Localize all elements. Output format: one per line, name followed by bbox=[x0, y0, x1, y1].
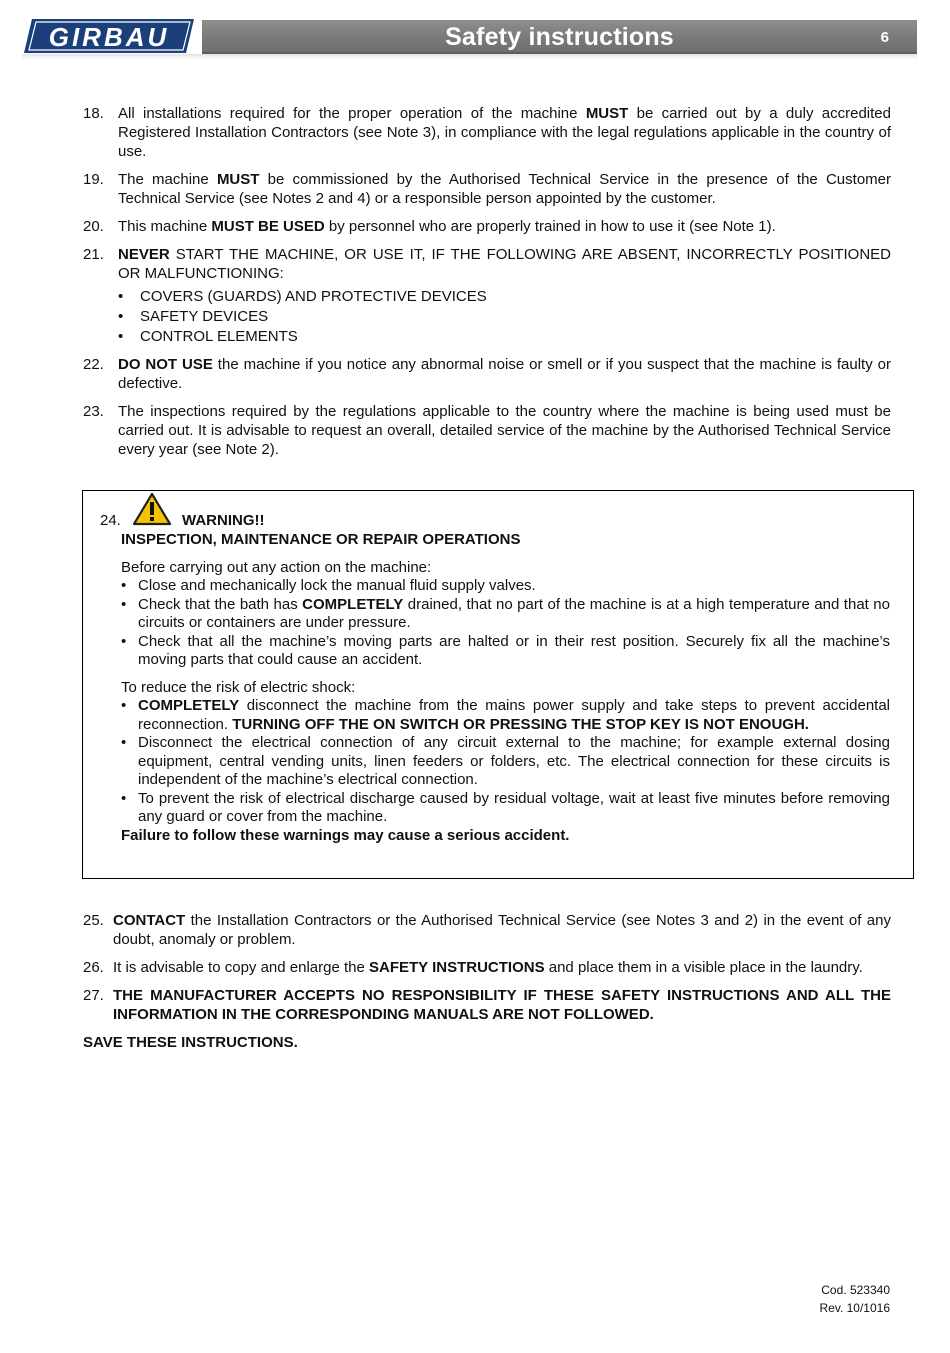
list-item bbox=[83, 958, 891, 977]
emphasis-text: NEVER bbox=[118, 246, 170, 263]
body-text: the Installation Contractors or the Authorised Technical Service (see Notes 3 and 2) in the event of any doubt, anomaly or problem. bbox=[113, 912, 891, 948]
item-text bbox=[113, 986, 891, 1024]
item-text bbox=[113, 958, 891, 977]
emphasis-text: DO NOT USE bbox=[118, 356, 213, 373]
body-text: and place them in a visible place in the laundry. bbox=[544, 959, 863, 976]
document-revision: Rev. 10/1016 bbox=[819, 1301, 890, 1315]
list-item bbox=[83, 911, 891, 949]
item-number: 25. bbox=[83, 912, 104, 929]
save-note: SAVE THESE INSTRUCTIONS. bbox=[83, 1034, 298, 1051]
item-number: 18. bbox=[83, 105, 104, 122]
body-text: It is advisable to copy and enlarge the bbox=[113, 959, 369, 976]
document-code: Cod. 523340 bbox=[821, 1283, 890, 1297]
warning-bullets-2 bbox=[121, 697, 890, 827]
emphasis-text: CONTACT bbox=[113, 912, 186, 929]
item-number: 20. bbox=[83, 218, 104, 235]
item-text bbox=[118, 355, 891, 393]
item-text bbox=[118, 217, 891, 236]
warning-intro-1: Before carrying out any action on the machine: bbox=[121, 558, 432, 576]
warning-bullet-item bbox=[121, 577, 890, 596]
warning-bullet-item bbox=[121, 596, 890, 633]
girbau-logo bbox=[22, 18, 194, 54]
emphasis-text: TURNING OFF THE ON SWITCH OR PRESSING THE STOP KEY IS NOT ENOUGH. bbox=[232, 715, 809, 733]
warning-intro-2: To reduce the risk of electric shock: bbox=[121, 678, 356, 696]
item-number: 26. bbox=[83, 959, 104, 976]
page-number: 6 bbox=[880, 29, 889, 46]
body-text: disconnect the machine from the mains power supply and take steps to prevent accidental reconnection. bbox=[138, 697, 890, 733]
item-number: 19. bbox=[83, 171, 104, 188]
warning-label: WARNING!! bbox=[182, 512, 265, 529]
page-footer bbox=[820, 1281, 891, 1317]
emphasis-text: COMPLETELY bbox=[138, 697, 240, 714]
warning-heading: INSPECTION, MAINTENANCE OR REPAIR OPERATIONS bbox=[121, 531, 521, 548]
emphasis-text: THE MANUFACTURER ACCEPTS NO RESPONSIBILITY IF THESE SAFETY INSTRUCTIONS AND ALL THE INFORMATION IN THE CORRESPONDING MANUALS ARE NOT FOLLOWED. bbox=[113, 987, 891, 1023]
body-text: The inspections required by the regulations applicable to the country where the machine is being used must be carried out. It is advisable to request an overall, detailed service of the machine by the Authorised Technical Service every year (see Note 2). bbox=[118, 403, 891, 458]
item-text bbox=[118, 402, 891, 459]
warning-bullet-item bbox=[121, 633, 890, 670]
list-item bbox=[83, 986, 891, 1024]
body-text: Close and mechanically lock the manual fluid supply valves. bbox=[138, 577, 536, 594]
emphasis-text: MUST BE USED bbox=[211, 218, 325, 235]
body-text: by personnel who are properly trained in how to use it (see Note 1). bbox=[324, 218, 776, 235]
warning-bullet-item bbox=[121, 734, 890, 790]
item-text bbox=[118, 170, 891, 208]
body-text: This machine bbox=[118, 218, 212, 235]
body-text: Disconnect the electrical connection of any circuit external to the machine; for example external dosing equipment, central vending units, linen feeders or folders, etc. The electrical connection for these circuits is independent of the machine’s electrical connection. bbox=[138, 734, 890, 788]
item-number: 27. bbox=[83, 987, 104, 1004]
header-divider bbox=[22, 54, 917, 60]
bullet-item: • CONTROL ELEMENTS bbox=[118, 327, 891, 346]
emphasis-text: MUST bbox=[585, 105, 629, 122]
list-item bbox=[83, 104, 891, 161]
emphasis-text: MUST bbox=[216, 171, 260, 188]
bullet-item: • SAFETY DEVICES bbox=[118, 307, 891, 326]
instruction-list-2 bbox=[83, 911, 891, 1052]
list-item bbox=[83, 245, 891, 346]
body-text: All installations required for the proper operation of the machine bbox=[118, 105, 586, 122]
body-text: the machine if you notice any abnormal noise or smell or if you suspect that the machine is faulty or defective. bbox=[118, 356, 891, 392]
emphasis-text: SAFETY INSTRUCTIONS bbox=[369, 959, 545, 976]
emphasis-text: COMPLETELY bbox=[302, 595, 404, 613]
bullet-item: • COVERS (GUARDS) AND PROTECTIVE DEVICES bbox=[118, 287, 891, 306]
item-text bbox=[118, 245, 891, 283]
body-text: be commissioned by the Authorised Technical Service in the presence of the Customer Technical Service (see Notes 2 and 4) or a responsible person appointed by the customer. bbox=[118, 171, 891, 207]
body-text: START THE MACHINE, OR USE IT, IF THE FOLLOWING ARE ABSENT, INCORRECTLY POSITIONED OR MALFUNCTIONING: bbox=[118, 246, 891, 282]
item-number: 22. bbox=[83, 356, 104, 373]
logo-graphic bbox=[22, 18, 194, 54]
body-text: be carried out by a duly accredited Registered Installation Contractors (see Note 3), in compliance with the legal regulations applicable in the country of use. bbox=[118, 105, 891, 160]
warning-closing: Failure to follow these warnings may cause a serious accident. bbox=[121, 826, 570, 844]
logo-text: GIRBAU bbox=[48, 22, 170, 52]
item-number: 21. bbox=[83, 246, 104, 263]
warning-bullets-1 bbox=[121, 577, 890, 670]
page-header bbox=[22, 18, 917, 54]
item-text bbox=[113, 911, 891, 949]
list-item bbox=[83, 402, 891, 459]
body-text: drained, that no part of the machine is at a high temperature and that no circuits or containers are under pressure. bbox=[138, 595, 890, 631]
instruction-list bbox=[83, 104, 891, 468]
body-text: To prevent the risk of electrical discharge caused by residual voltage, wait at least five minutes before removing any guard or cover from the machine. bbox=[138, 789, 890, 825]
body-text: The machine bbox=[118, 171, 217, 188]
list-item bbox=[83, 170, 891, 208]
bullet-list bbox=[118, 287, 891, 346]
warning-item-number: 24. bbox=[100, 512, 121, 529]
page-title: Safety instructions bbox=[445, 23, 674, 51]
warning-bullet-item bbox=[121, 790, 890, 827]
list-item bbox=[83, 355, 891, 393]
item-text bbox=[118, 104, 891, 161]
body-text: Check that the bath has bbox=[138, 595, 303, 613]
item-number: 23. bbox=[83, 403, 104, 420]
warning-bullet-item bbox=[121, 697, 890, 734]
warning-triangle-icon bbox=[132, 492, 172, 532]
title-bar bbox=[202, 20, 917, 54]
warning-box bbox=[82, 490, 914, 879]
list-item bbox=[83, 217, 891, 236]
body-text: Check that all the machine’s moving parts are halted or in their rest position. Securely fix all the machine’s moving parts that could cause an accident. bbox=[138, 632, 890, 668]
